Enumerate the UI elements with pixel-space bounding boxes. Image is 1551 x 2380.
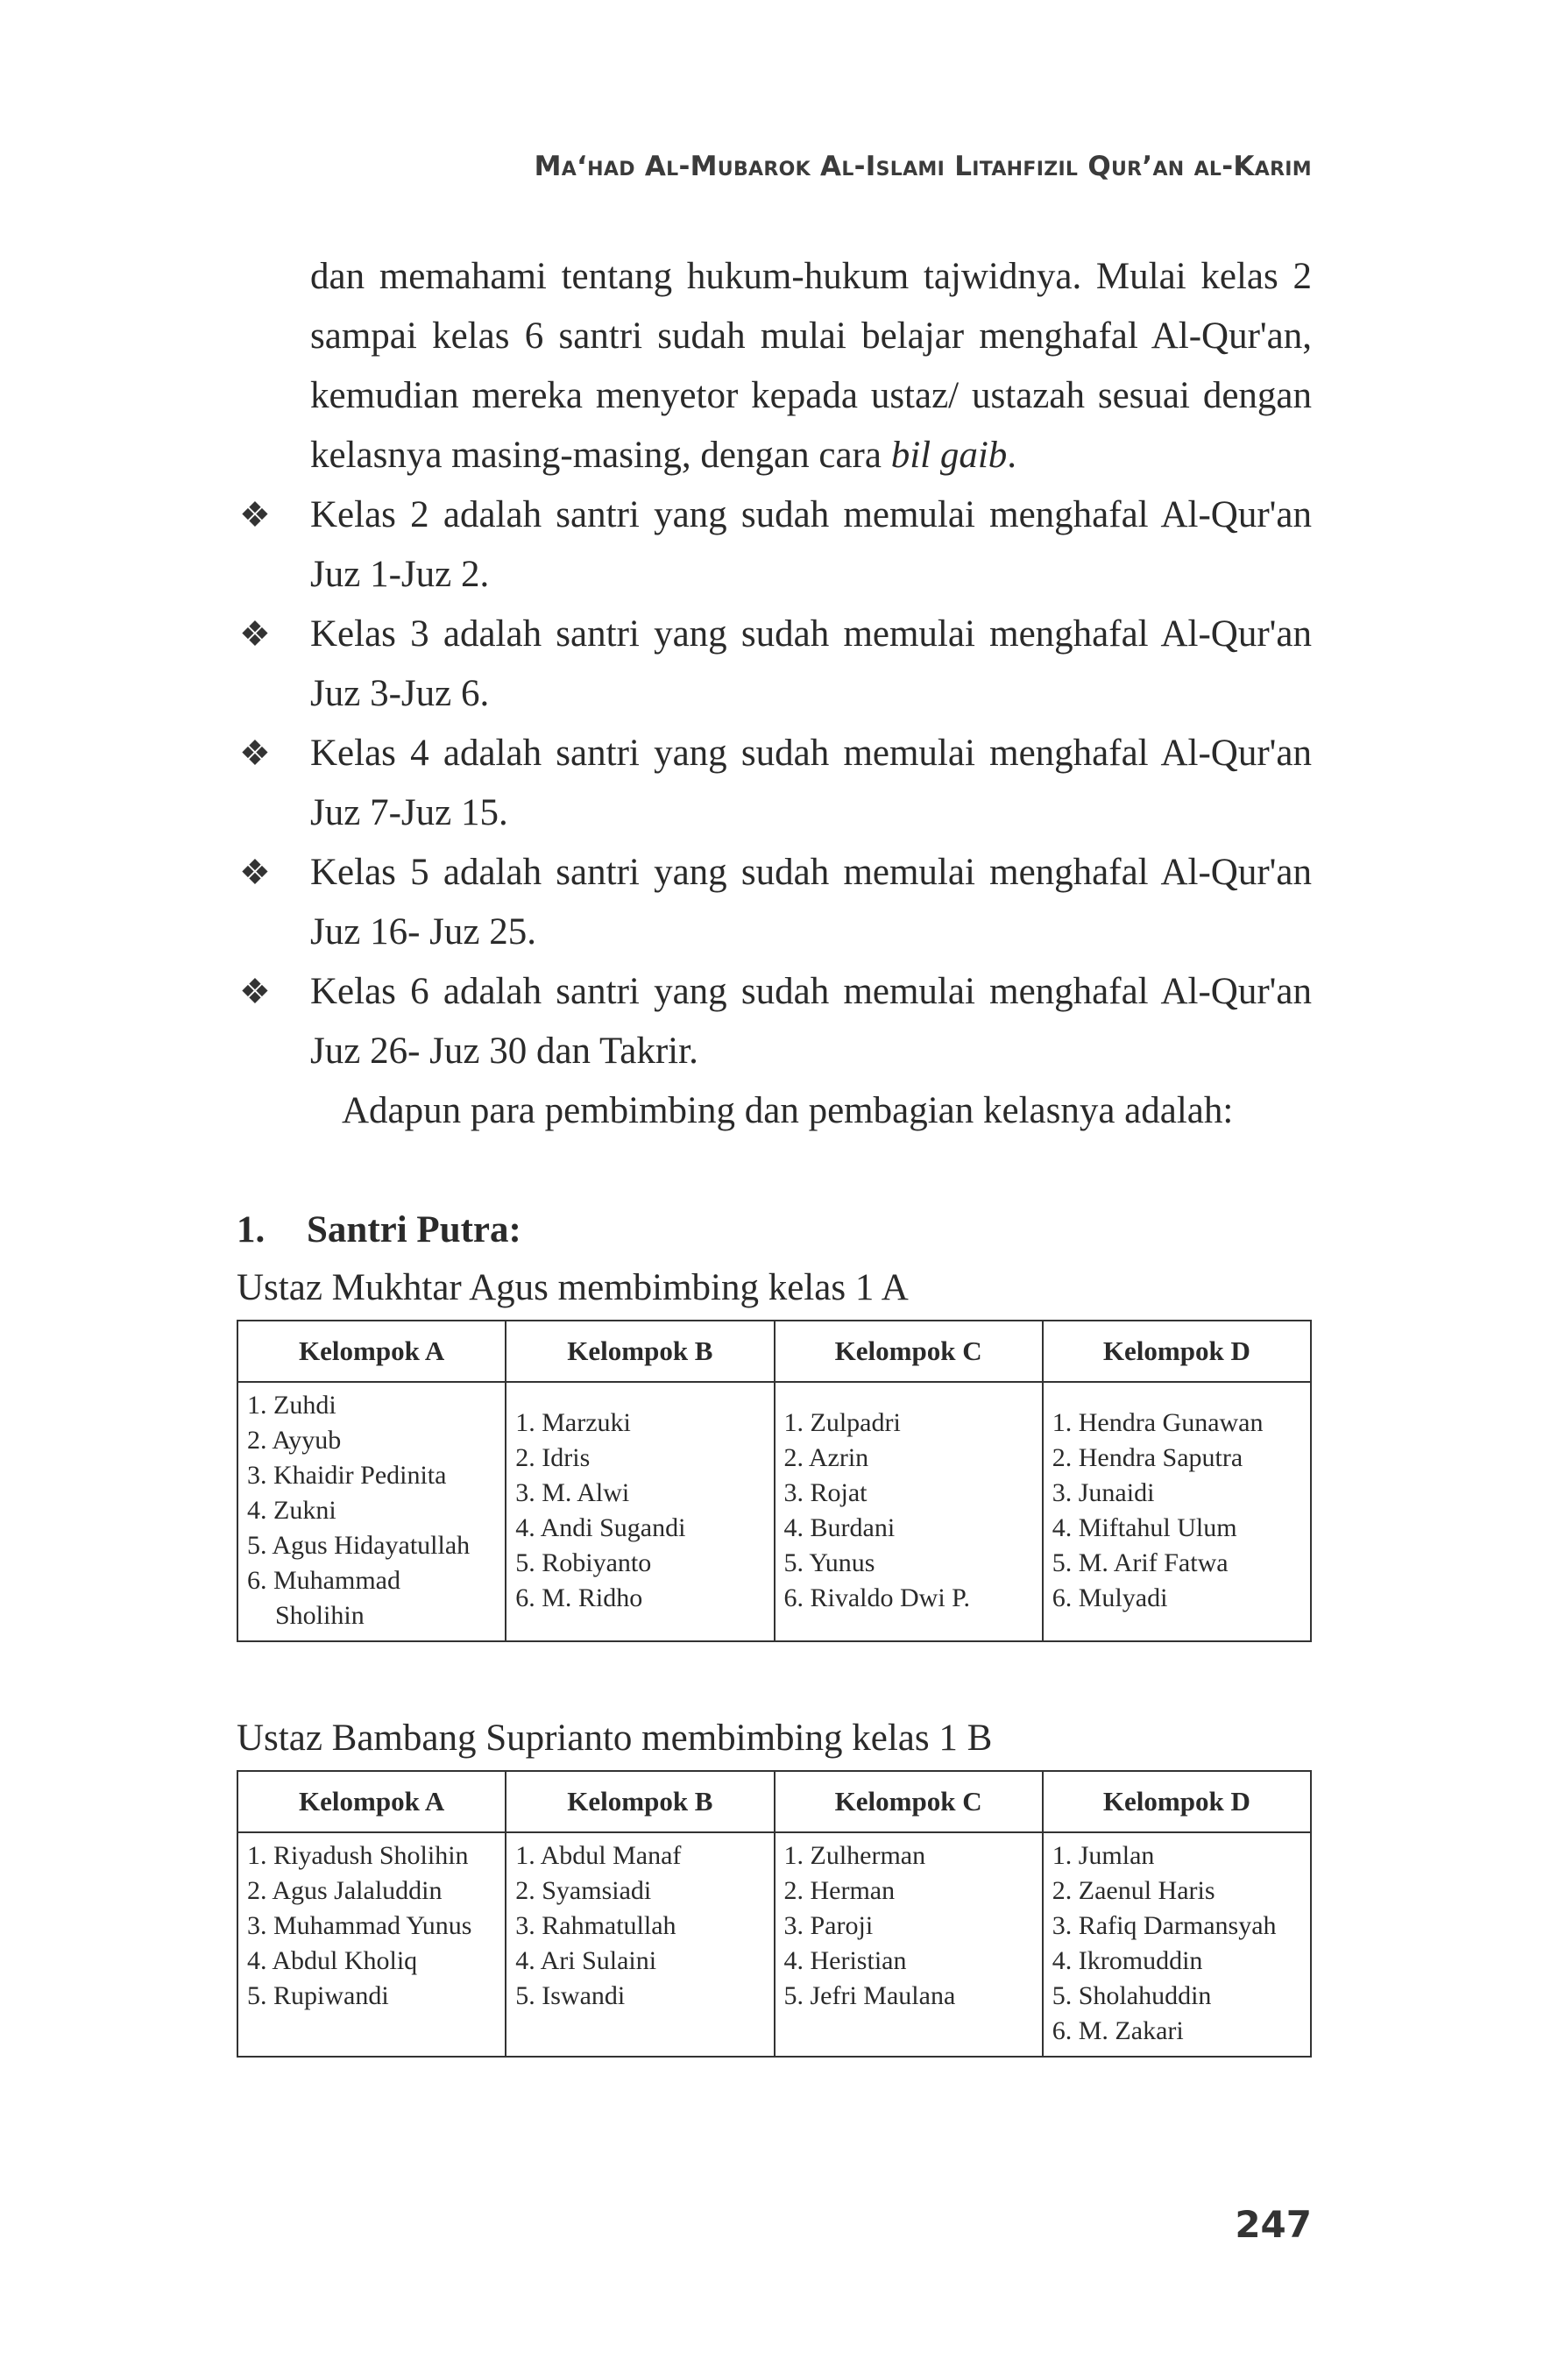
list-item: 5. Jefri Maulana: [783, 1981, 956, 2010]
paragraph-text: dan memahami tentang hukum-hukum tajwidnya. Mulai kelas 2 sampai kelas 6 santri sudah mulai belajar menghafal Al-Qur'an, kemudian mereka menyetor kepada ustaz/ ustazah sesuai dengan kelasnya masing-masing, dengan cara: [310, 256, 1312, 476]
bullet-text: Kelas 4 adalah santri yang sudah memulai menghafal Al-Qur'an Juz 7-Juz 15.: [310, 733, 1312, 833]
column-header: Kelompok D: [1043, 1771, 1311, 1832]
list-item: 5. Iswandi: [515, 1981, 626, 2010]
table-cell: [1043, 1382, 1311, 1641]
name-list: [515, 1838, 764, 2014]
list-item: [237, 485, 1312, 605]
list-item: 4. Zukni: [247, 1496, 336, 1525]
list-item: 4. Andi Sugandi: [515, 1513, 686, 1542]
bullet-icon: ❖: [239, 614, 271, 654]
list-item: [237, 962, 1312, 1081]
column-header: Kelompok B: [506, 1771, 774, 1832]
list-item: [237, 605, 1312, 724]
list-item: 3. Muhammad Yunus: [247, 1911, 472, 1940]
name-list: [515, 1406, 764, 1616]
bullet-icon: ❖: [239, 853, 271, 892]
list-item: 1. Hendra Gunawan: [1052, 1408, 1264, 1437]
intro-sentence: Adapun para pembimbing dan pembagian kelasnya adalah:: [342, 1090, 1234, 1131]
table-cell: [506, 1832, 774, 2057]
list-item: 1. Zuhdi: [247, 1391, 336, 1420]
bullet-text: Kelas 3 adalah santri yang sudah memulai menghafal Al-Qur'an Juz 3-Juz 6.: [310, 613, 1312, 714]
body-paragraph: [310, 247, 1312, 485]
section-title: Santri Putra:: [307, 1209, 521, 1250]
list-item: 2. Herman: [783, 1876, 896, 1905]
list-item: [237, 843, 1312, 962]
list-item: 2. Idris: [515, 1443, 591, 1472]
table-header-row: [237, 1771, 1311, 1832]
list-item: 6. Rivaldo Dwi P.: [783, 1583, 971, 1612]
list-item: 1. Marzuki: [515, 1408, 631, 1437]
name-list: [1052, 1406, 1301, 1616]
list-item: [237, 724, 1312, 843]
table-caption: Ustaz Bambang Suprianto membimbing kelas 1 B: [237, 1718, 993, 1759]
column-header: Kelompok D: [1043, 1321, 1311, 1382]
list-item: 6. M. Zakari: [1052, 2016, 1184, 2045]
list-item: 4. Ari Sulaini: [515, 1946, 657, 1975]
list-item: 1. Zulpadri: [783, 1408, 901, 1437]
list-item: 6. M. Ridho: [515, 1583, 643, 1612]
name-list: [1052, 1838, 1301, 2049]
list-item: 5. Sholahuddin: [1052, 1981, 1212, 2010]
bullet-text: Kelas 6 adalah santri yang sudah memulai menghafal Al-Qur'an Juz 26- Juz 30 dan Takrir.: [310, 971, 1312, 1072]
table-cell: [1043, 1832, 1311, 2057]
section-heading: [237, 1204, 1312, 1257]
name-list: [784, 1406, 1033, 1616]
paragraph-end: .: [1007, 435, 1017, 476]
list-item: 2. Hendra Saputra: [1052, 1443, 1243, 1472]
list-item: 1. Riyadush Sholihin: [247, 1841, 469, 1870]
list-item: 2. Syamsiadi: [515, 1876, 652, 1905]
list-item: Sholihin: [275, 1601, 365, 1630]
list-item: 1. Jumlan: [1052, 1841, 1155, 1870]
section-number: 1.: [237, 1209, 266, 1250]
column-header: Kelompok B: [506, 1321, 774, 1382]
table-cell: [775, 1382, 1043, 1641]
column-header: Kelompok C: [775, 1321, 1043, 1382]
list-item: 2. Azrin: [783, 1443, 869, 1472]
list-item: 2. Agus Jalaluddin: [247, 1876, 443, 1905]
list-item: 6. Muhammad: [247, 1566, 400, 1595]
table-cell: [237, 1832, 506, 2057]
column-header: Kelompok A: [237, 1321, 506, 1382]
bullet-icon: ❖: [239, 972, 271, 1011]
list-item: 5. M. Arif Fatwa: [1052, 1548, 1229, 1577]
list-item: 4. Burdani: [783, 1513, 896, 1542]
table-header-row: [237, 1321, 1311, 1382]
table-row: [237, 1382, 1311, 1641]
bullet-text: Kelas 5 adalah santri yang sudah memulai menghafal Al-Qur'an Juz 16- Juz 25.: [310, 852, 1312, 953]
list-item: 5. Rupiwandi: [247, 1981, 389, 2010]
table-row: [237, 1832, 1311, 2057]
list-item: 4. Miftahul Ulum: [1052, 1513, 1237, 1542]
name-list: [784, 1838, 1033, 2014]
list-item: 3. Rojat: [783, 1478, 868, 1507]
list-item: 5. Robiyanto: [515, 1548, 652, 1577]
table-cell: [775, 1832, 1043, 2057]
group-table: [237, 1320, 1312, 1642]
bullet-icon: ❖: [239, 733, 271, 773]
list-item: 2. Zaenul Haris: [1052, 1876, 1215, 1905]
page-number: 247: [1235, 2203, 1312, 2246]
list-item: 5. Agus Hidayatullah: [247, 1531, 471, 1560]
bullet-icon: ❖: [239, 495, 271, 535]
table-cell: [237, 1382, 506, 1641]
column-header: Kelompok C: [775, 1771, 1043, 1832]
column-header: Kelompok A: [237, 1771, 506, 1832]
list-item: 1. Zulherman: [783, 1841, 926, 1870]
bullet-list: [237, 485, 1312, 1081]
list-item: 4. Abdul Kholiq: [247, 1946, 418, 1975]
list-item: 3. Paroji: [783, 1911, 874, 1940]
name-list: [247, 1838, 496, 2014]
name-list: [247, 1388, 496, 1633]
list-item: 3. Khaidir Pedinita: [247, 1461, 447, 1490]
list-item: 1. Abdul Manaf: [515, 1841, 682, 1870]
list-item: 3. Rahmatullah: [515, 1911, 676, 1940]
paragraph-italic: bil gaib: [890, 435, 1008, 476]
list-item: 3. Rafiq Darmansyah: [1052, 1911, 1277, 1940]
bullet-text: Kelas 2 adalah santri yang sudah memulai menghafal Al-Qur'an Juz 1-Juz 2.: [310, 494, 1312, 595]
group-table: [237, 1770, 1312, 2058]
list-item: 2. Ayyub: [247, 1426, 342, 1455]
list-item: 5. Yunus: [783, 1548, 875, 1577]
table-caption: Ustaz Mukhtar Agus membimbing kelas 1 A: [237, 1267, 909, 1308]
page-content: [237, 247, 1312, 2058]
list-item: 3. Junaidi: [1052, 1478, 1155, 1507]
table-cell: [506, 1382, 774, 1641]
running-header: Ma‘had Al-Mubarok Al-Islami Litahfizil Qur’an al-Karim: [534, 151, 1312, 182]
list-item: 3. M. Alwi: [515, 1478, 630, 1507]
list-item: 4. Heristian: [783, 1946, 907, 1975]
list-item: 4. Ikromuddin: [1052, 1946, 1203, 1975]
list-item: 6. Mulyadi: [1052, 1583, 1168, 1612]
